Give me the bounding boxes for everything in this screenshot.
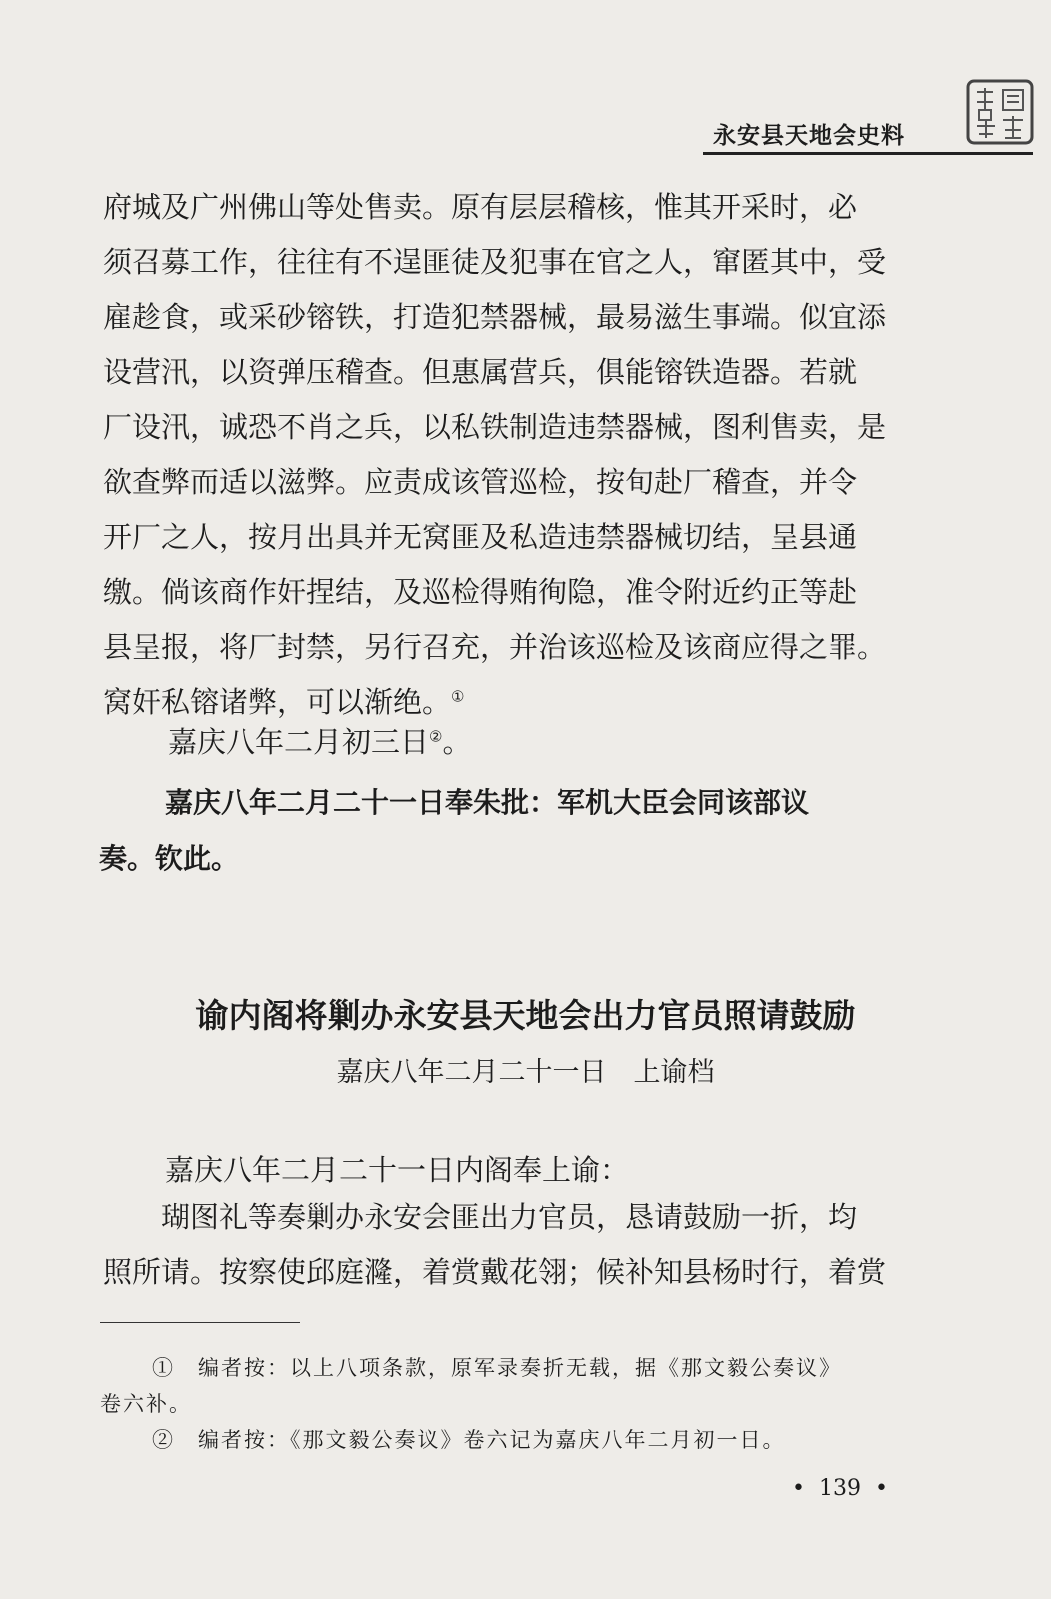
text-line: 开厂之人，按月出具并无窝匪及私造违禁器械切结，呈县通 bbox=[103, 520, 858, 554]
memorial-date-text: 嘉庆八年二月初三日 bbox=[168, 725, 430, 759]
imperial-rescript bbox=[99, 775, 933, 887]
text-line: 雇趁食，或采砂镕铁，打造犯禁器械，最易滋生事端。似宜添 bbox=[103, 300, 887, 334]
document-subtitle: 嘉庆八年二月二十一日 上谕档 bbox=[336, 1057, 715, 1088]
text-line: 厂设汛，诚恐不肖之兵，以私铁制造违禁器械，图利售卖，是 bbox=[103, 410, 887, 444]
page-number-value: 139 bbox=[818, 1476, 861, 1501]
memorial-date bbox=[168, 720, 471, 761]
footnote-mark: ② bbox=[152, 1428, 175, 1452]
text-line: 欲查弊而适以滋弊。应责成该管巡检，按旬赴厂稽查，并令 bbox=[103, 465, 858, 499]
rescript-line: 奏。钦此。 bbox=[99, 842, 240, 875]
running-header-title: 永安县天地会史料 bbox=[713, 123, 905, 149]
rescript-line: 嘉庆八年二月二十一日奉朱批：军机大臣会同该部议 bbox=[165, 786, 810, 819]
decree-body bbox=[103, 1190, 933, 1300]
seal-stamp-icon bbox=[965, 78, 1035, 146]
footnote-text: 编者按：《那文毅公奏议》卷六记为嘉庆八年二月初一日。 bbox=[198, 1428, 786, 1452]
text-line: 设营汛，以资弹压稽查。但惠属营兵，俱能镕铁造器。若就 bbox=[103, 355, 858, 389]
footnote-1 bbox=[100, 1350, 930, 1422]
memorial-date-end: 。 bbox=[442, 725, 472, 759]
text-line: 县呈报，将厂封禁，另行召充，并治该巡检及该商应得之罪。 bbox=[103, 630, 887, 664]
text-line: 缴。倘该商作奸捏结，及巡检得贿徇隐，准令附近约正等赴 bbox=[103, 575, 858, 609]
decree-line: 照所请。按察使邱庭漋，着赏戴花翎；候补知县杨时行，着赏 bbox=[103, 1255, 887, 1289]
decree-line: 瑚图礼等奏剿办永安会匪出力官员，恳请鼓励一折，均 bbox=[103, 1200, 858, 1234]
footnote-text: 编者按：以上八项条款，原军录奏折无载，据《那文毅公奏议》 bbox=[198, 1356, 842, 1380]
footnotes bbox=[100, 1350, 930, 1458]
footnote-2 bbox=[100, 1422, 930, 1458]
main-paragraph bbox=[103, 180, 933, 730]
page-number: • 139 • bbox=[792, 1476, 888, 1501]
decree-intro: 嘉庆八年二月二十一日内阁奉上谕： bbox=[165, 1153, 630, 1187]
footnote-ref-2[interactable]: ② bbox=[429, 727, 443, 746]
footnote-mark: ① bbox=[152, 1356, 175, 1380]
text-line: 须召募工作，往往有不逞匪徒及犯事在官之人，窜匿其中，受 bbox=[103, 245, 887, 279]
footnote-rule bbox=[100, 1322, 300, 1323]
footnote-ref-1[interactable]: ① bbox=[451, 687, 465, 706]
footnote-continuation: 卷六补。 bbox=[100, 1392, 192, 1416]
text-line-content: 窝奸私镕诸弊，可以渐绝。 bbox=[103, 685, 452, 719]
text-line: 府城及广州佛山等处售卖。原有层层稽核，惟其开采时，必 bbox=[103, 190, 858, 224]
header-rule bbox=[703, 152, 1033, 155]
document-title: 谕内阁将剿办永安县天地会出力官员照请鼓励 bbox=[195, 996, 856, 1035]
